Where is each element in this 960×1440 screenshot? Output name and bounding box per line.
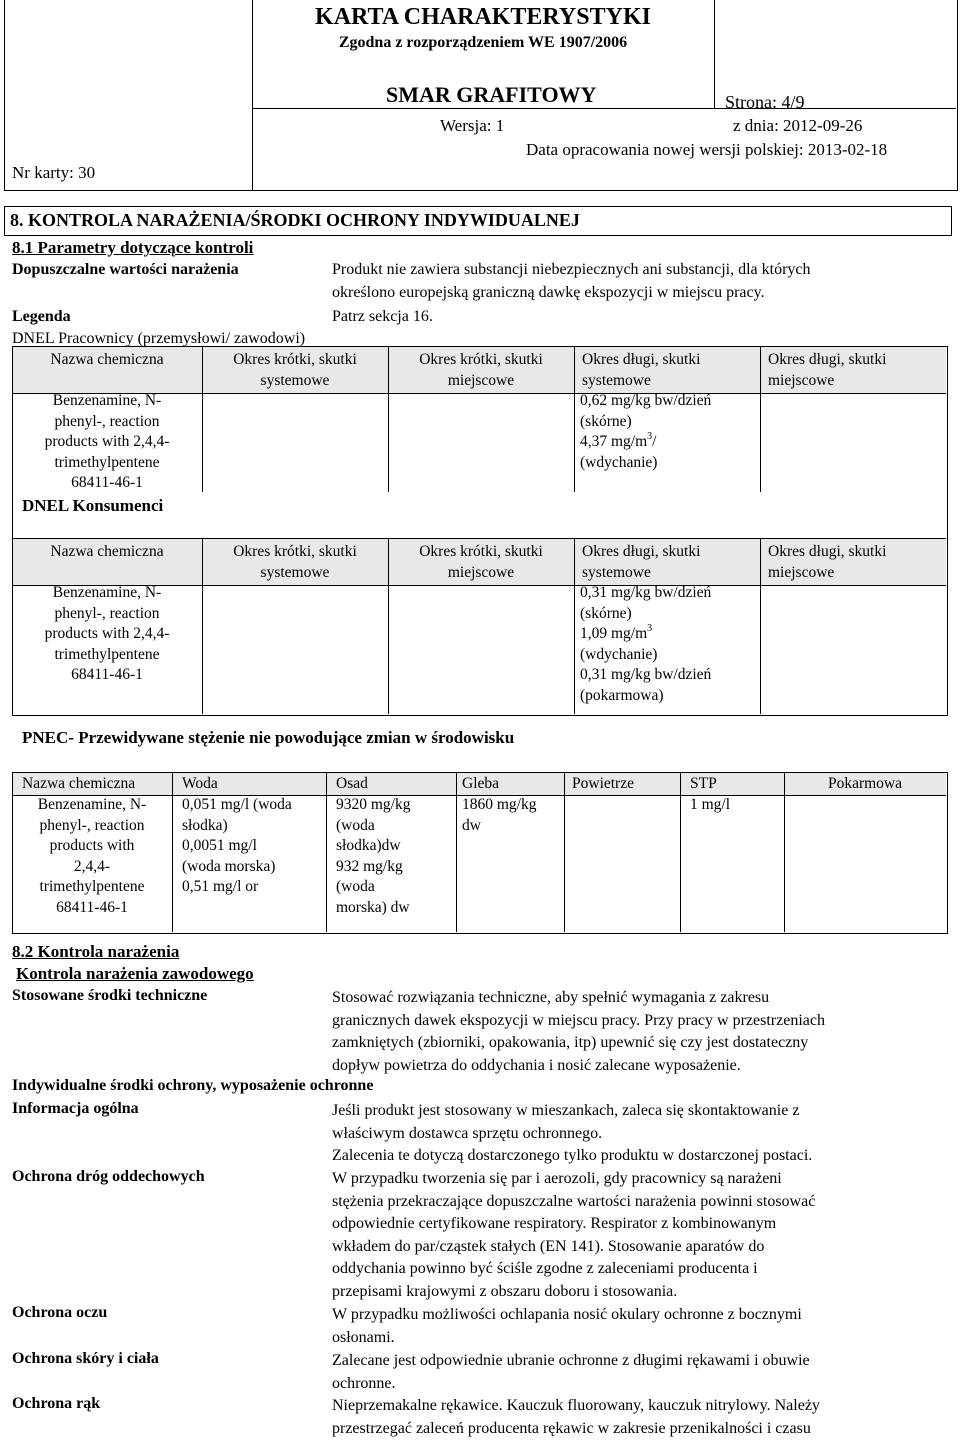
pnec-header-oral: Pokarmowa xyxy=(827,775,903,792)
card-number: Nr karty: 30 xyxy=(12,163,96,182)
page-number: Strona: 4/9 xyxy=(725,92,805,112)
exposure-limits-label: Dopuszczalne wartości narażenia xyxy=(12,261,239,278)
pnec-header-air: Powietrze xyxy=(572,775,634,792)
product-name: SMAR GRAFITOWY xyxy=(386,82,597,107)
legend-label: Legenda xyxy=(12,308,71,325)
ppe-heading: Indywidualne środki ochrony, wyposażenie ochronne xyxy=(12,1077,374,1094)
general-info-label: Informacja ogólna xyxy=(12,1100,139,1117)
technical-measures-label: Stosowane środki techniczne xyxy=(12,987,208,1004)
dnel-workers-substance: Benzenamine, N- phenyl-, reaction products with 2,4,4- trimethylpentene 68411-46-1 xyxy=(44,392,170,491)
dnel-workers-header-long-systemic: Okres długi, skutki systemowe xyxy=(582,351,701,389)
section-8-title: 8. KONTROLA NARAŻENIA/ŚRODKI OCHRONY INDYWIDUALNEJ xyxy=(10,210,580,230)
skin-protection-label: Ochrona skóry i ciała xyxy=(12,1350,159,1367)
dnel-workers-header-short-local: Okres krótki, skutki miejscowe xyxy=(419,351,543,389)
dnel-consumers-substance: Benzenamine, N- phenyl-, reaction products with 2,4,4- trimethylpentene 68411-46-1 xyxy=(44,584,170,683)
legend-text: Patrz sekcja 16. xyxy=(332,308,433,325)
version: Wersja: 1 xyxy=(440,116,505,135)
general-info-text: Jeśli produkt jest stosowany w mieszankach, zaleca się skontaktowanie z właściwym dostawca sprzętu ochronnego. Zalecenia te dotyczą dostarczonego tylko produktu w dostarczonej postaci. xyxy=(332,1102,813,1164)
pnec-header-soil: Gleba xyxy=(462,775,500,792)
dnel-workers-header-name: Nazwa chemiczna xyxy=(50,351,164,368)
respiratory-protection-label: Ochrona dróg oddechowych xyxy=(12,1168,205,1185)
polish-version-date: Data opracowania nowej wersji polskiej: 2013-02-18 xyxy=(526,140,888,159)
hand-protection-label: Ochrona rąk xyxy=(12,1395,101,1412)
pnec-header-sediment: Osad xyxy=(336,775,368,792)
occupational-exposure-title: Kontrola narażenia zawodowego xyxy=(16,964,254,983)
issue-date: z dnia: 2012-09-26 xyxy=(733,116,863,135)
hand-protection-text: Nieprzemakalne rękawice. Kauczuk fluorowany, kauczuk nitrylowy. Należy przestrzegać zaleceń producenta rękawic w zakresie przenikalności i czasu xyxy=(332,1397,820,1437)
dnel-consumers-header-long-systemic: Okres długi, skutki systemowe xyxy=(582,543,701,581)
pnec-sediment-value: 9320 mg/kg (woda słodka)dw 932 mg/kg (woda morska) dw xyxy=(336,796,411,916)
pnec-stp-value: 1 mg/l xyxy=(690,796,731,813)
exposure-limits-text-2: określono europejską graniczną dawkę ekspozycji w miejscu pracy. xyxy=(332,284,765,301)
pnec-header-name: Nazwa chemiczna xyxy=(22,775,136,792)
dnel-workers-header-short-systemic: Okres krótki, skutki systemowe xyxy=(233,351,357,389)
dnel-consumers-header-long-local: Okres długi, skutki miejscowe xyxy=(768,543,887,581)
pnec-substance: Benzenamine, N- phenyl-, reaction products with 2,4,4- trimethylpentene 68411-46-1 xyxy=(37,796,147,916)
skin-protection-text: Zalecane jest odpowiednie ubranie ochronne z długimi rękawami i obuwie ochronne. xyxy=(332,1352,810,1392)
dnel-consumers-title: DNEL Konsumenci xyxy=(22,496,164,515)
pnec-water-value: 0,051 mg/l (woda słodka) 0,0051 mg/l (woda morska) 0,51 mg/l or xyxy=(182,796,292,895)
dnel-consumers-header-short-local: Okres krótki, skutki miejscowe xyxy=(419,543,543,581)
dnel-workers-long-systemic-value: 0,62 mg/kg bw/dzień (skórne) 4,37 $mg/m^3/$ (wdychanie) xyxy=(580,392,712,471)
dnel-workers-header-long-local: Okres długi, skutki miejscowe xyxy=(768,351,887,389)
technical-measures-text: Stosować rozwiązania techniczne, aby spełnić wymagania z zakresu granicznych dawek ekspozycji w miejscu pracy. Przy pracy w przestrzeniach zamkniętych (zbiorniki, opakowania, itp) upewnić się czy jest dostateczny dopływ powietrza do oddychania i nosić zalecane wyposażenie. xyxy=(332,989,825,1074)
dnel-consumers-header-name: Nazwa chemiczna xyxy=(50,543,164,560)
dnel-workers-title: DNEL Pracownicy (przemysłowi/ zawodowi) xyxy=(12,330,306,347)
pnec-header-stp: STP xyxy=(690,775,717,792)
subsection-8-1-title: 8.1 Parametry dotyczące kontroli xyxy=(12,238,254,257)
regulation-subtitle: Zgodna z rozporządzeniem WE 1907/2006 xyxy=(338,34,628,51)
dnel-consumers-header-short-systemic: Okres krótki, skutki systemowe xyxy=(233,543,357,581)
respiratory-protection-text: W przypadku tworzenia się par i aerozoli, gdy pracownicy są narażeni stężenia przekraczające dopuszczalne wartości narażenia powinni stosować odpowiednie certyfikowane respiratory. Respirator z kombinowanym wkładem do par/cząstek stałych (EN 141). Stosowanie aparatów do oddychania powinno być ściśle zgodne z zaleceniami producenta i przepisami krajowymi z obszaru doboru i stosowania. xyxy=(332,1170,816,1300)
eye-protection-text: W przypadku możliwości ochlapania nosić okulary ochronne z bocznymi osłonami. xyxy=(332,1306,802,1346)
pnec-header-water: Woda xyxy=(182,775,218,792)
subsection-8-2-title: 8.2 Kontrola narażenia xyxy=(12,942,180,961)
exposure-limits-text-1: Produkt nie zawiera substancji niebezpiecznych ani substancji, dla których xyxy=(332,261,811,278)
eye-protection-label: Ochrona oczu xyxy=(12,1304,108,1321)
pnec-title: PNEC- Przewidywane stężenie nie powodujące zmian w środowisku xyxy=(22,728,515,747)
document-title: KARTA CHARAKTERYSTYKI xyxy=(315,4,651,30)
dnel-consumers-long-systemic-value: 0,31 mg/kg bw/dzień (skórne) 1,09 $mg/m^3$ (wdychanie) 0,31 mg/kg bw/dzień (pokarmowa) xyxy=(580,584,712,704)
pnec-soil-value: 1860 mg/kg dw xyxy=(462,796,537,834)
